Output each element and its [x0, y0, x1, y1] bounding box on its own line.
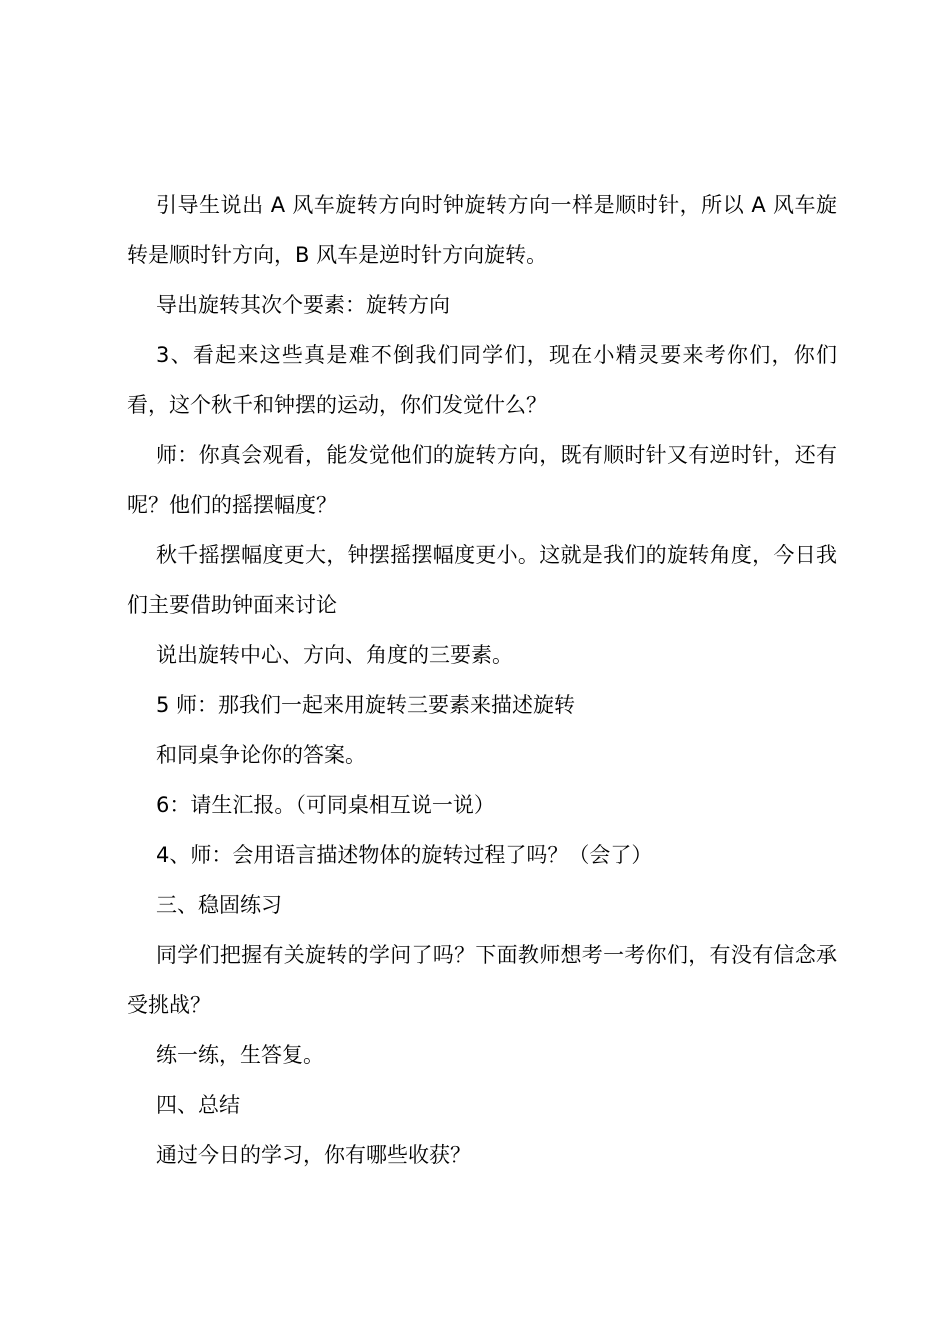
- paragraph: 通过今日的学习，你有哪些收获？: [156, 1143, 471, 1167]
- section-heading: 四、总结: [156, 1093, 240, 1117]
- paragraph: 练一练，生答复。: [156, 1043, 324, 1067]
- document-body: [127, 180, 837, 1180]
- paragraph: 和同桌争论你的答案。: [156, 743, 366, 767]
- section-heading: 三、稳固练习: [156, 893, 282, 917]
- paragraph: 同学们把握有关旋转的学问了吗？下面教师想考一考你们，有没有信念承受挑战？: [127, 943, 837, 1017]
- paragraph: 4、师：会用语言描述物体的旋转过程了吗？（会了）: [156, 843, 653, 867]
- paragraph: 3、看起来这些真是难不倒我们同学们，现在小精灵要来考你们，你们看，这个秋千和钟摆的运动，你们发觉什么？: [127, 343, 837, 417]
- paragraph: 导出旋转其次个要素：旋转方向: [156, 293, 450, 317]
- paragraph: 秋千摇摆幅度更大，钟摆摇摆幅度更小。这就是我们的旋转角度，今日我们主要借助钟面来讨论: [127, 543, 837, 617]
- paragraph: 5 师：那我们一起来用旋转三要素来描述旋转: [156, 693, 576, 717]
- paragraph: 师：你真会观看，能发觉他们的旋转方向，既有顺时针又有逆时针，还有呢？他们的摇摆幅度？: [127, 443, 837, 517]
- paragraph: 说出旋转中心、方向、角度的三要素。: [156, 643, 513, 667]
- paragraph: 引导生说出 A 风车旋转方向时钟旋转方向一样是顺时针，所以 A 风车旋转是顺时针方向，B 风车是逆时针方向旋转。: [127, 193, 837, 267]
- paragraph: 6：请生汇报。（可同桌相互说一说）: [156, 793, 495, 817]
